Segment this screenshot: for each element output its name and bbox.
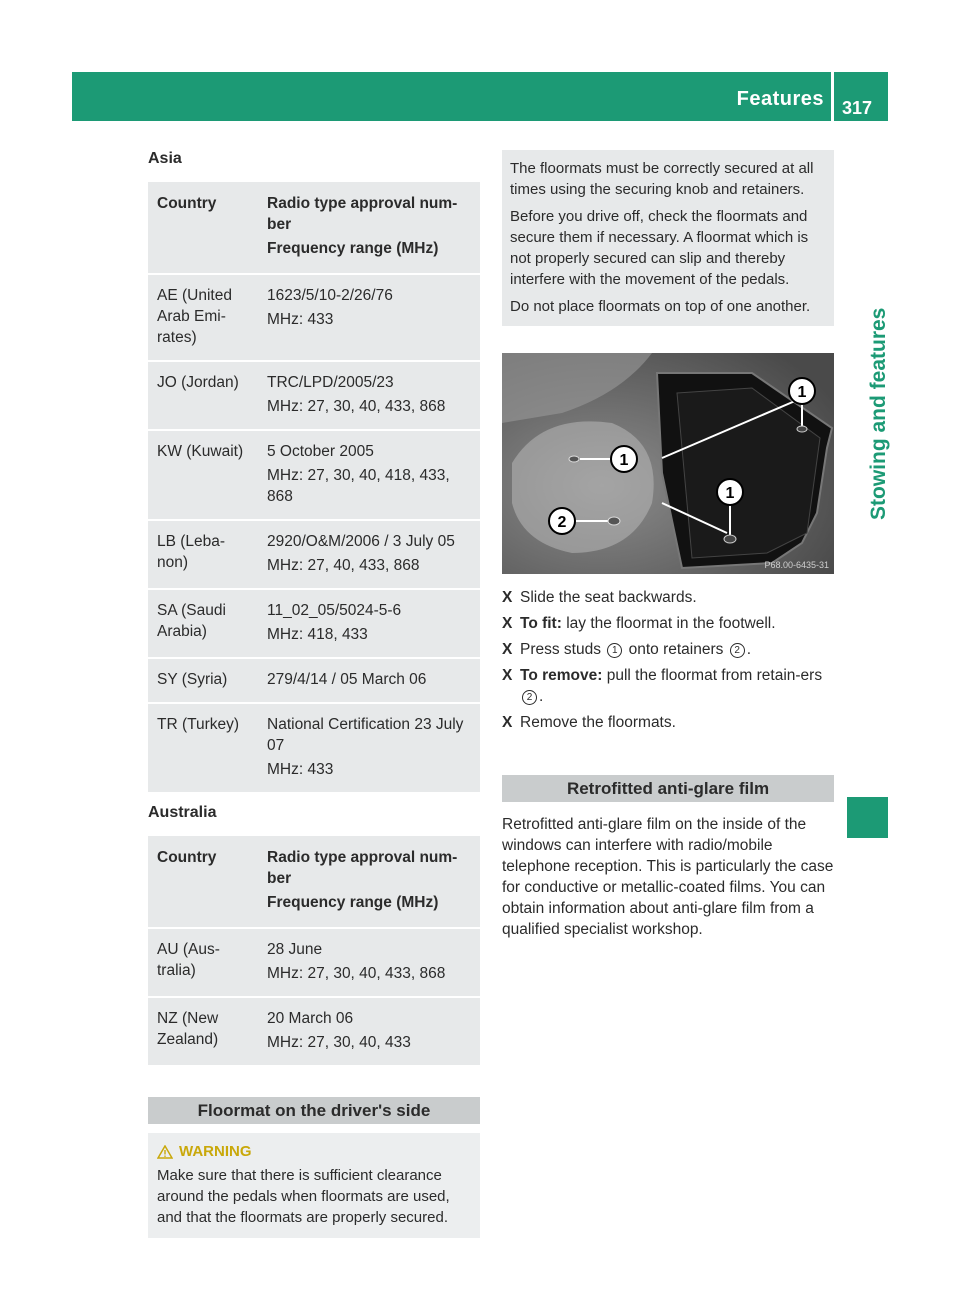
- antiglare-heading: Retrofitted anti-glare film: [502, 775, 834, 802]
- mhz-text: MHz: 27, 30, 40, 433, 868: [267, 398, 446, 415]
- col-frequency-label: Frequency range (MHz): [267, 894, 439, 911]
- step-item: [502, 587, 834, 608]
- callout-2-ref: 2: [522, 690, 537, 705]
- header-divider: [831, 72, 834, 121]
- approval-cell: [258, 431, 480, 519]
- table-row: [148, 521, 480, 588]
- step-text: Press studs: [520, 641, 601, 658]
- approval-cell: [258, 362, 480, 429]
- note-paragraph: Before you drive off, check the floormats and secure them if necessary. A floormat which is not properly secured can slip and thereby interfere with the movement of the pedals.: [510, 208, 809, 288]
- step-text: .: [746, 641, 752, 658]
- step-item: [502, 613, 834, 634]
- table-row: [148, 704, 480, 792]
- country-cell: LB (Leba-non): [148, 521, 258, 588]
- australia-label: Australia: [148, 804, 217, 821]
- step-marker: X: [502, 615, 513, 632]
- table-header-row: [148, 836, 480, 927]
- callout-2-ref: 2: [730, 643, 745, 658]
- table-row: [148, 431, 480, 519]
- note-paragraph: Do not place floormats on top of one another.: [510, 298, 811, 315]
- floormat-illustration: [502, 353, 834, 574]
- country-cell: SA (Saudi Arabia): [148, 590, 258, 657]
- country-cell: KW (Kuwait): [148, 431, 258, 519]
- mhz-text: MHz: 433: [267, 311, 334, 328]
- svg-text:2: 2: [557, 514, 567, 531]
- approval-text: 20 March 06: [267, 1010, 354, 1027]
- svg-text:1: 1: [725, 485, 735, 502]
- approval-cell: [258, 275, 480, 360]
- floormat-photo: [502, 353, 834, 574]
- table-header-row: [148, 182, 480, 273]
- page-number: 317: [842, 98, 873, 118]
- approval-text: TRC/LPD/2005/23: [267, 374, 394, 391]
- photo-code: P68.00-6435-31: [764, 560, 829, 570]
- callout-1-mid: [611, 446, 637, 472]
- col-approval-label: Radio type approval num-ber: [267, 195, 458, 233]
- table-row: [148, 998, 480, 1065]
- country-cell: AU (Aus-tralia): [148, 929, 258, 996]
- col-country: Country: [148, 182, 258, 273]
- col-approval: [258, 836, 480, 927]
- warning-text: Make sure that there is sufficient clearance around the pedals when floormats are used, and that the floormats are properly secured.: [157, 1167, 450, 1226]
- country-cell: TR (Turkey): [148, 704, 258, 792]
- callout-2: [549, 508, 575, 534]
- table-row: [148, 275, 480, 360]
- instruction-steps: [502, 587, 834, 733]
- mhz-text: MHz: 418, 433: [267, 626, 368, 643]
- approval-text: 1623/5/10-2/26/76: [267, 287, 393, 304]
- page-section-title: Features: [736, 88, 824, 110]
- note-paragraph: The floormats must be correctly secured at all times using the securing knob and retainers.: [510, 160, 814, 198]
- step-keyword: To remove:: [520, 667, 603, 684]
- approval-cell: [258, 659, 480, 702]
- note-box: [502, 150, 834, 326]
- table-row: [148, 590, 480, 657]
- asia-label: Asia: [148, 150, 182, 167]
- svg-text:1: 1: [797, 384, 807, 401]
- warning-box: [148, 1133, 480, 1238]
- step-text: onto retainers: [628, 641, 724, 658]
- table-row: [148, 659, 480, 702]
- approval-text: 279/4/14 / 05 March 06: [267, 671, 427, 688]
- step-text: pull the floormat from retain-ers: [606, 667, 823, 684]
- side-chapter-label: Stowing and features: [867, 307, 890, 520]
- mhz-text: MHz: 433: [267, 761, 334, 778]
- step-marker: X: [502, 667, 513, 684]
- callout-1-low: [717, 479, 743, 505]
- country-cell: JO (Jordan): [148, 362, 258, 429]
- warning-triangle-icon: [157, 1145, 173, 1159]
- australia-table: [148, 834, 480, 1067]
- mhz-text: MHz: 27, 30, 40, 433: [267, 1034, 411, 1051]
- mhz-text: MHz: 27, 30, 40, 433, 868: [267, 965, 446, 982]
- approval-text: 2920/O&M/2006 / 3 July 05: [267, 533, 455, 550]
- step-marker: X: [502, 714, 513, 731]
- step-text: .: [539, 688, 544, 705]
- table-row: [148, 929, 480, 996]
- approval-cell: [258, 704, 480, 792]
- floormat-heading: Floormat on the driver's side: [148, 1097, 480, 1124]
- approval-cell: [258, 521, 480, 588]
- col-approval-label: Radio type approval num-ber: [267, 849, 458, 887]
- warning-title: [157, 1141, 471, 1162]
- country-cell: NZ (New Zealand): [148, 998, 258, 1065]
- warning-title-text: WARNING: [179, 1143, 252, 1160]
- step-item: [502, 665, 834, 707]
- step-marker: X: [502, 641, 513, 658]
- left-column: [148, 150, 480, 1238]
- approval-cell: [258, 590, 480, 657]
- svg-text:1: 1: [619, 452, 629, 469]
- asia-table: [148, 180, 480, 794]
- approval-text: 11_02_05/5024-5-6: [267, 602, 402, 619]
- col-approval: [258, 182, 480, 273]
- country-cell: SY (Syria): [148, 659, 258, 702]
- antiglare-text: Retrofitted anti-glare film on the inside of the windows can interfere with radio/mobile telephone reception. This is particularly the case for conductive or metallic-coated films. You can obtain information about anti-glare film from a qualified specialist workshop.: [502, 816, 834, 938]
- step-marker: X: [502, 589, 513, 606]
- approval-text: 5 October 2005: [267, 443, 374, 460]
- callout-1-top: [789, 378, 815, 404]
- mhz-text: MHz: 27, 40, 433, 868: [267, 557, 420, 574]
- side-chapter-marker: [847, 797, 888, 838]
- approval-text: National Certification 23 July 07: [267, 716, 464, 754]
- approval-cell: [258, 929, 480, 996]
- col-country: Country: [148, 836, 258, 927]
- mhz-text: MHz: 27, 30, 40, 418, 433, 868: [267, 467, 450, 505]
- approval-text: 28 June: [267, 941, 323, 958]
- callout-1-ref: 1: [607, 643, 622, 658]
- right-column: [502, 150, 834, 940]
- step-text: Slide the seat backwards.: [520, 589, 697, 606]
- step-text: Remove the floormats.: [520, 714, 676, 731]
- step-item: [502, 639, 834, 660]
- step-item: [502, 712, 834, 733]
- country-cell: AE (United Arab Emi-rates): [148, 275, 258, 360]
- approval-cell: [258, 998, 480, 1065]
- col-frequency-label: Frequency range (MHz): [267, 240, 439, 257]
- step-text: lay the floormat in the footwell.: [566, 615, 776, 632]
- step-keyword: To fit:: [520, 615, 562, 632]
- table-row: [148, 362, 480, 429]
